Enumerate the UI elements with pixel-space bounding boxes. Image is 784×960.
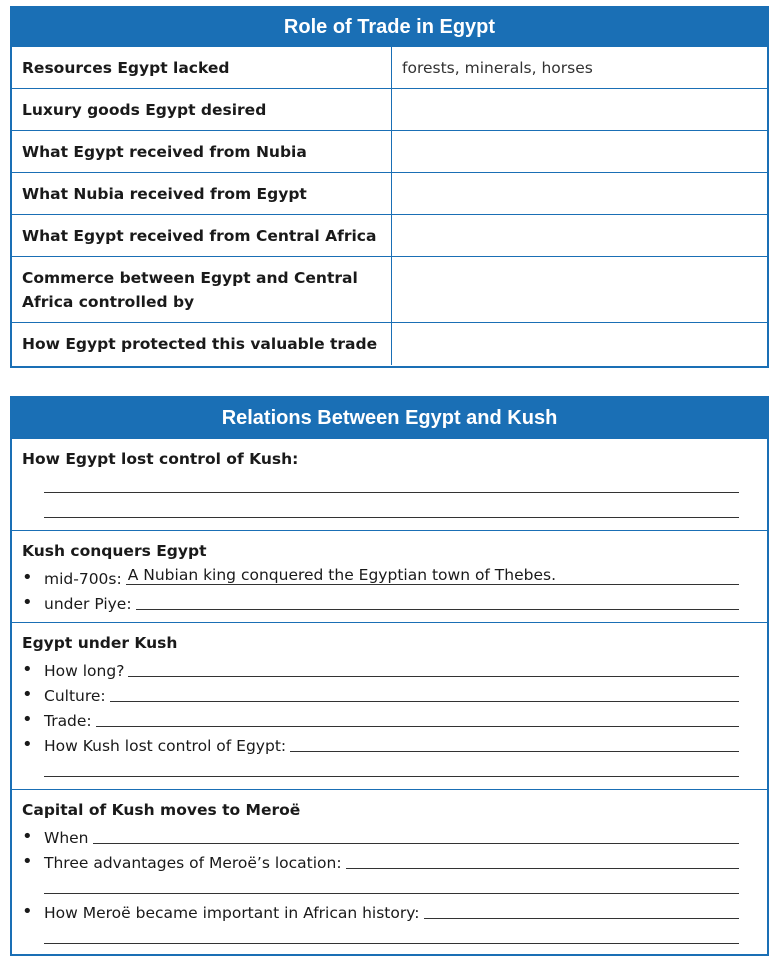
bullet-icon: • <box>22 709 33 730</box>
item-label: mid-700s: <box>44 570 122 588</box>
table-row <box>12 173 767 215</box>
row-value[interactable]: forests, minerals, horses <box>392 47 768 89</box>
answer-line[interactable] <box>44 474 739 493</box>
table-row <box>12 131 767 173</box>
list-item <box>22 897 739 922</box>
egypt-under-kush-section <box>12 622 767 789</box>
answer-line[interactable] <box>424 900 739 919</box>
section-title: How Egypt lost control of Kush: <box>22 450 299 468</box>
row-label: Resources Egypt lacked <box>12 47 392 89</box>
relations-title: Relations Between Egypt and Kush <box>12 398 767 438</box>
row-value[interactable] <box>392 215 768 257</box>
kush-conquers-section <box>12 530 767 622</box>
row-value[interactable] <box>392 173 768 215</box>
item-label: Culture: <box>44 687 106 705</box>
list-item <box>22 705 739 730</box>
bullet-icon: • <box>22 592 33 613</box>
bullet-icon: • <box>22 851 33 872</box>
list-item <box>22 563 739 588</box>
answer-line[interactable] <box>290 733 739 752</box>
row-label: What Egypt received from Central Africa <box>12 215 392 257</box>
item-label: Trade: <box>44 712 92 730</box>
table-row <box>12 257 767 323</box>
answer-line[interactable]: A Nubian king conquered the Egyptian town of Thebes. <box>126 566 739 585</box>
list-item <box>22 847 739 872</box>
table-row <box>12 215 767 257</box>
bullet-icon: • <box>22 901 33 922</box>
list-item <box>22 680 739 705</box>
row-value[interactable] <box>392 131 768 173</box>
item-label: How Kush lost control of Egypt: <box>44 737 287 755</box>
answer-line[interactable] <box>44 925 739 944</box>
row-label: Commerce between Egypt and Central Africa controlled by <box>12 257 392 323</box>
answer-line[interactable] <box>44 499 739 518</box>
relations-panel <box>10 396 769 956</box>
item-label: When <box>44 829 89 847</box>
answer-line[interactable] <box>110 683 739 702</box>
bullet-icon: • <box>22 826 33 847</box>
item-label: Three advantages of Meroë’s location: <box>44 854 342 872</box>
row-label: How Egypt protected this valuable trade <box>12 323 392 365</box>
list-item <box>22 730 739 755</box>
item-label: How long? <box>44 662 125 680</box>
section-title: Capital of Kush moves to Meroë <box>22 801 301 819</box>
list-item <box>22 588 739 613</box>
bullet-icon: • <box>22 684 33 705</box>
answer-line[interactable] <box>93 825 739 844</box>
answer-line[interactable] <box>136 591 739 610</box>
item-label: under Piye: <box>44 595 132 613</box>
list-item <box>22 822 739 847</box>
row-label: Luxury goods Egypt desired <box>12 89 392 131</box>
answer-line[interactable] <box>44 758 739 777</box>
trade-title: Role of Trade in Egypt <box>12 8 767 46</box>
bullet-icon: • <box>22 567 33 588</box>
trade-panel <box>10 6 769 368</box>
bullet-icon: • <box>22 734 33 755</box>
answer-line[interactable] <box>128 658 739 677</box>
answer-line[interactable] <box>96 708 739 727</box>
list-item <box>22 655 739 680</box>
answer-line[interactable] <box>44 875 739 894</box>
item-label: How Meroë became important in African history: <box>44 904 420 922</box>
row-label: What Nubia received from Egypt <box>12 173 392 215</box>
answer-line[interactable] <box>346 850 739 869</box>
row-label: What Egypt received from Nubia <box>12 131 392 173</box>
bullet-icon: • <box>22 659 33 680</box>
row-value[interactable] <box>392 89 768 131</box>
table-row <box>12 89 767 131</box>
section-title: Egypt under Kush <box>22 634 178 652</box>
meroe-section <box>12 789 767 952</box>
row-value[interactable] <box>392 257 768 323</box>
trade-table <box>12 46 767 365</box>
table-row <box>12 323 767 365</box>
row-value[interactable] <box>392 323 768 365</box>
table-row <box>12 47 767 89</box>
section-title: Kush conquers Egypt <box>22 542 207 560</box>
lost-control-section <box>12 438 767 530</box>
